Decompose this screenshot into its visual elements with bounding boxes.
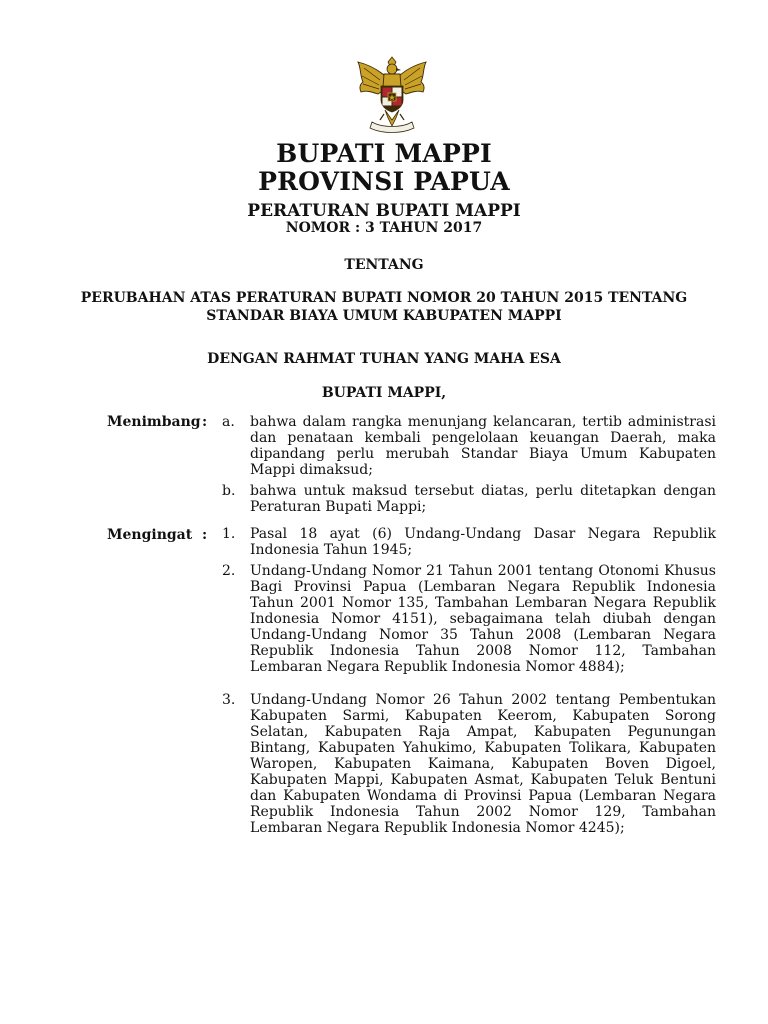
- list-marker: a.: [222, 414, 235, 430]
- mengingat-item: Undang-Undang Nomor 21 Tahun 2001 tentang Otonomi Khusus Bagi Provinsi Papua (Lembaran Negara Republik Indonesia Tahun 2001 Nomor 135, Tambahan Lembaran Negara Republik Indonesia Nomor 4151), sebagaimana telah diubah dengan Undang-Undang Nomor 35 Tahun 2008 (Lembaran Negara Republik Indonesia Tahun 2008 Nomor 112, Tambahan Lembaran Negara Republik Indonesia Nomor 4884);: [250, 563, 716, 675]
- list-marker: 1.: [222, 526, 236, 542]
- list-marker: 3.: [222, 692, 236, 708]
- mengingat-item: Undang-Undang Nomor 26 Tahun 2002 tentang Pembentukan Kabupaten Sarmi, Kabupaten Keerom, Kabupaten Sorong Selatan, Kabupaten Raja Ampat, Kabupaten Pegunungan Bintang, Kabupaten Yahukimo, Kabupaten Tolikara, Kabupaten Waropen, Kabupaten Kaimana, Kabupaten Boven Digoel, Kabupaten Mappi, Kabupaten Asmat, Kabupaten Teluk Bentuni dan Kabupaten Wondama di Provinsi Papua (Lembaran Negara Republik Indonesia Tahun 2002 Nomor 129, Tambahan Lembaran Negara Republik Indonesia Nomor 4245);: [250, 692, 716, 836]
- menimbang-item: bahwa dalam rangka menunjang kelancaran, tertib administrasi dan penataan kembali pengelolaan keuangan Daerah, maka dipandang perlu merubah Standar Biaya Umum Kabupaten Mappi dimaksud;: [250, 414, 716, 478]
- mengingat-label: Mengingat: [107, 527, 193, 543]
- about-heading: TENTANG: [344, 257, 424, 273]
- subject-line: PERUBAHAN ATAS PERATURAN BUPATI NOMOR 20 TAHUN 2015 TENTANG: [80, 290, 688, 306]
- province-title: PROVINSI PAPUA: [258, 167, 510, 196]
- menimbang-label: Menimbang: [107, 414, 201, 430]
- garuda-pancasila-emblem-icon: [352, 56, 432, 136]
- regulation-title: PERATURAN BUPATI MAPPI: [247, 201, 521, 221]
- subject-line: STANDAR BIAYA UMUM KABUPATEN MAPPI: [206, 308, 562, 324]
- regent-title: BUPATI MAPPI: [276, 139, 492, 168]
- menimbang-item: bahwa untuk maksud tersebut diatas, perlu ditetapkan dengan Peraturan Bupati Mappi;: [250, 483, 716, 515]
- list-marker: b.: [222, 483, 236, 499]
- list-marker: 2.: [222, 563, 236, 579]
- blessing-line: DENGAN RAHMAT TUHAN YANG MAHA ESA: [207, 351, 561, 367]
- regulation-number: NOMOR : 3 TAHUN 2017: [285, 220, 483, 236]
- mengingat-colon: :: [202, 527, 208, 543]
- mengingat-item: Pasal 18 ayat (6) Undang-Undang Dasar Negara Republik Indonesia Tahun 1945;: [250, 526, 716, 558]
- menimbang-colon: :: [202, 414, 208, 430]
- regulation-subject: [0, 289, 768, 325]
- regent-heading: BUPATI MAPPI,: [321, 385, 447, 401]
